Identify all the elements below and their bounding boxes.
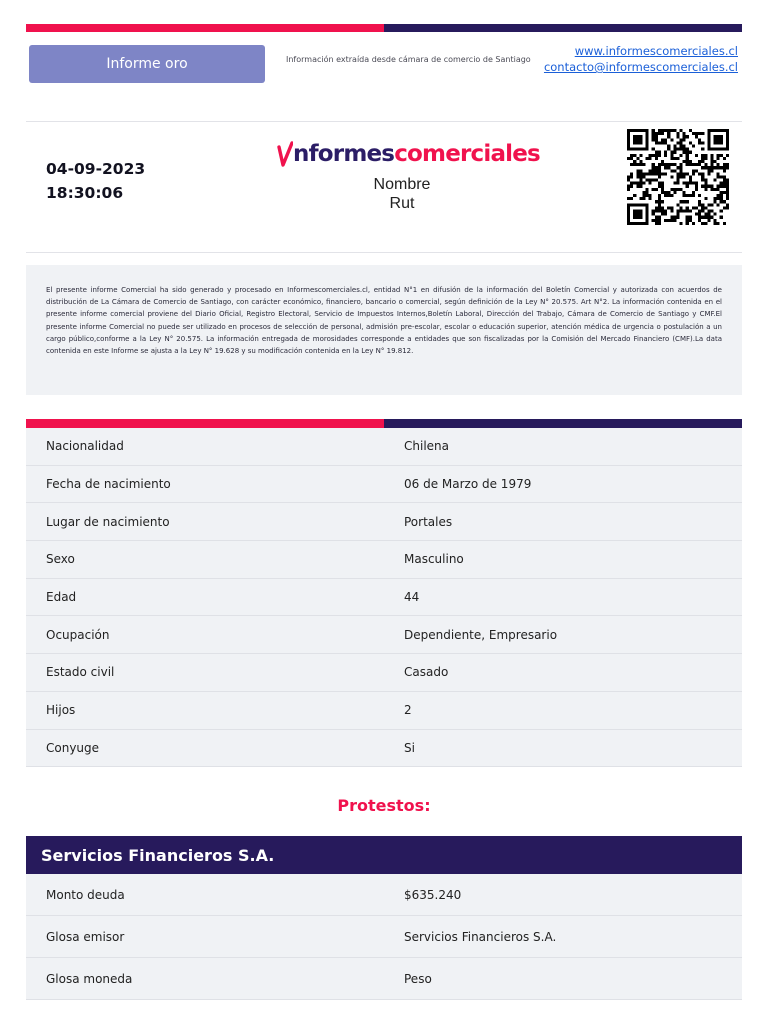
table-row [26,616,742,654]
row-value: Casado [404,665,449,680]
website-link[interactable]: www.informescomerciales.cl [574,44,738,58]
row-label: Hijos [46,703,76,718]
table-row [26,958,742,1000]
section-accent-bar [26,419,742,428]
row-value: $635.240 [404,887,462,902]
row-value: Servicios Financieros S.A. [404,929,557,944]
disclaimer-text: El presente informe Comercial ha sido generado y procesado en Informescomerciales.cl, entidad N°1 en difusión de la información del Boletín Comercial y autorizada con acuerdos de distribución de La Cámara de Comercio de Santiago, con carácter económico, financiero, bancario o comercial, según definición de la Ley N° 20.575. Art N°2. La información contenida en el presente informe comercial proviene del Diario Oficial, Registro Electoral, Servicio de Impuestos Internos,Boletín Laboral, Dirección del Trabajo, Cámara de Comercio de Santiago y CMF.El presente informe Comercial no puede ser utilizado en procesos de selección de personal, admisión pre-escolar, escolar o educación superior, atención médica de urgencia o postulación a un cargo público,conforme a la Ley N° 20.575. La información entregada de morosidades corresponde a entidades que son fiscalizadas por la Comisión del Mercado Financiero (CMF).La data contenida en este Informe se ajusta a la Ley N° 19.628 y su modificación contenida en la Ley N° 19.812. [46,286,722,356]
row-value: 06 de Marzo de 1979 [404,477,532,492]
creditor-header: Servicios Financieros S.A. [26,836,742,874]
section-accent-red [26,419,384,428]
row-value: Chilena [404,439,449,454]
table-row [26,428,742,466]
row-label: Nacionalidad [46,439,124,454]
qr-code-icon[interactable] [627,129,729,225]
email-link[interactable]: contacto@informescomerciales.cl [543,60,738,74]
brand-logo [279,139,540,169]
personal-info-table [26,428,742,767]
report-type-badge: Informe oro [29,45,265,83]
report-date: 04-09-2023 [46,160,146,178]
source-note: Información extraída desde cámara de comercio de Santiago [286,55,531,64]
row-label: Ocupación [46,627,110,642]
protest-details-table [26,874,742,1000]
table-row [26,874,742,916]
logo-text-part-2: comerciales [394,141,540,167]
row-label: Lugar de nacimiento [46,514,170,529]
table-row [26,541,742,579]
contact-links [544,43,738,75]
subject-rut: Rut [389,195,415,212]
row-label: Estado civil [46,665,115,680]
legal-disclaimer [26,265,742,395]
row-value: Dependiente, Empresario [404,627,558,642]
subject-name: Nombre [373,176,431,193]
top-accent-red [26,24,384,32]
protestos-title: Protestos: [337,796,431,815]
row-label: Sexo [46,552,75,567]
divider [26,121,742,122]
report-time: 18:30:06 [46,184,124,202]
row-label: Glosa emisor [46,929,125,944]
table-row [26,692,742,730]
table-row [26,654,742,692]
row-label: Fecha de nacimiento [46,477,171,492]
row-value: Masculino [404,552,464,567]
row-label: Conyuge [46,740,100,755]
top-accent-bar [26,24,742,32]
table-row [26,916,742,958]
row-label: Monto deuda [46,887,125,902]
row-value: 2 [404,703,412,718]
row-label: Edad [46,590,77,605]
row-value: 44 [404,590,420,605]
divider [26,252,742,253]
table-row [26,579,742,617]
table-row [26,466,742,504]
row-value: Peso [404,971,432,986]
row-label: Glosa moneda [46,971,133,986]
section-accent-navy [384,419,742,428]
logo-check-icon [277,139,293,169]
table-row [26,730,742,768]
row-value: Si [404,740,415,755]
row-value: Portales [404,514,453,529]
table-row [26,503,742,541]
logo-text-part-1: nformes [293,141,395,167]
top-accent-navy [384,24,742,32]
